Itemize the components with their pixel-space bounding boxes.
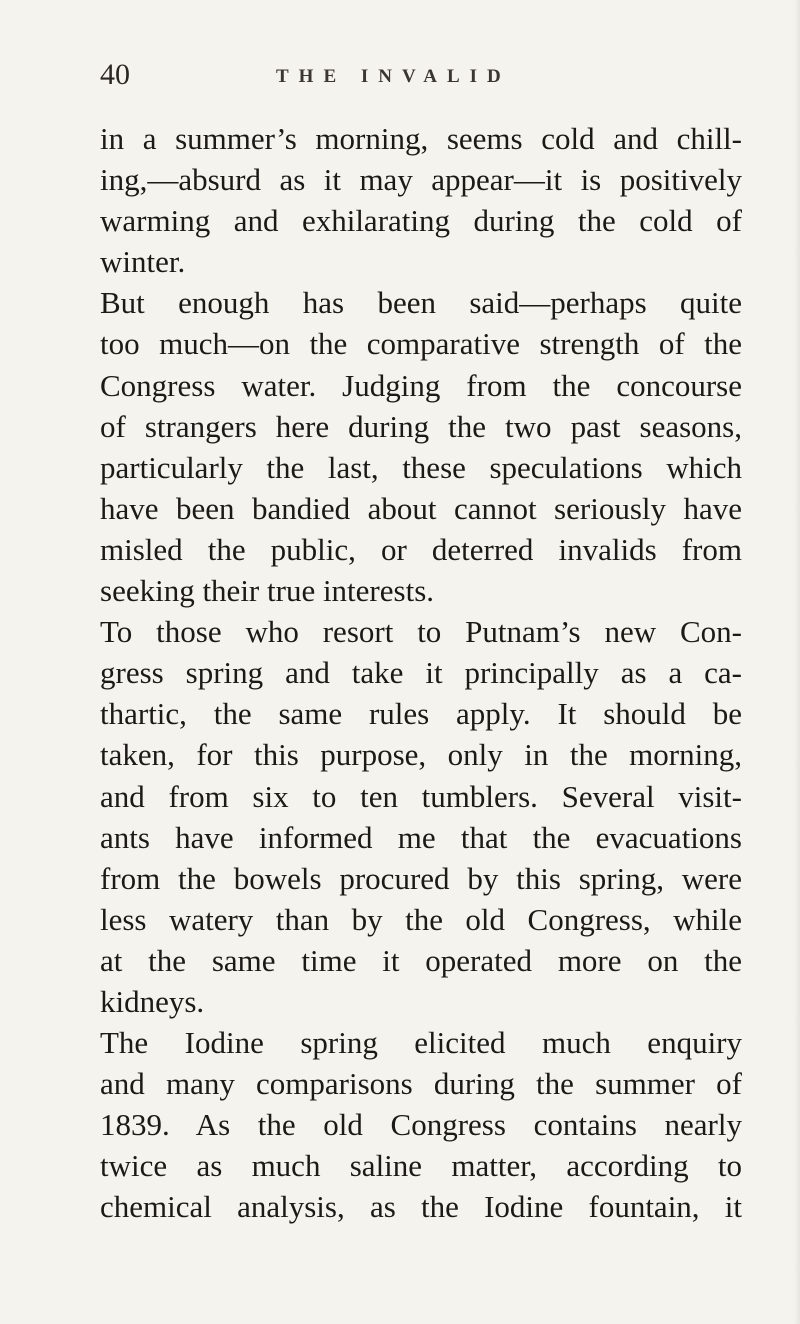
- text-line: But enough has been said—perhaps quite: [100, 285, 742, 321]
- text-line: Congress water. Judging from the concourse: [100, 367, 742, 403]
- page-number: 40: [100, 58, 130, 91]
- text-line: particularly the last, these speculations which: [100, 449, 742, 485]
- text-line: seeking their true interests.: [100, 573, 435, 609]
- text-line: gress spring and take it principally as a ca-: [100, 655, 742, 691]
- text-line: misled the public, or deterred invalids from: [100, 531, 742, 567]
- text-line: in a summer’s morning, seems cold and chill-: [100, 121, 742, 156]
- text-line: have been bandied about cannot seriously have: [100, 490, 742, 526]
- running-title: THE INVALID: [276, 66, 511, 87]
- text-line: from the bowels procured by this spring, were: [100, 860, 742, 896]
- text-line: kidneys.: [100, 983, 205, 1019]
- text-line: twice as much saline matter, according to: [100, 1148, 742, 1184]
- text-line: warming and exhilarating during the cold of: [100, 203, 742, 239]
- text-line: The Iodine spring elicited much enquiry: [100, 1025, 742, 1061]
- text-line: To those who resort to Putnam’s new Con-: [100, 614, 742, 650]
- text-line: too much—on the comparative strength of the: [100, 326, 742, 362]
- text-line: less watery than by the old Congress, while: [100, 901, 742, 937]
- text-line: 1839. As the old Congress contains nearly: [100, 1107, 742, 1143]
- text-line: taken, for this purpose, only in the morning,: [100, 737, 742, 773]
- text-line: ing,—absurd as it may appear—it is positively: [100, 162, 742, 198]
- text-line: and many comparisons during the summer of: [100, 1066, 742, 1102]
- body-text: [100, 118, 742, 1228]
- text-line: and from six to ten tumblers. Several visit-: [100, 778, 742, 814]
- text-line: ants have informed me that the evacuations: [100, 819, 742, 855]
- text-line: chemical analysis, as the Iodine fountain, it: [100, 1189, 742, 1225]
- text-line: at the same time it operated more on the: [100, 942, 742, 978]
- page-header: [100, 58, 740, 98]
- text-line: winter.: [100, 244, 186, 280]
- text-line: of strangers here during the two past seasons,: [100, 408, 742, 444]
- text-line: thartic, the same rules apply. It should be: [100, 696, 742, 732]
- page-edge-shadow: [794, 0, 800, 1324]
